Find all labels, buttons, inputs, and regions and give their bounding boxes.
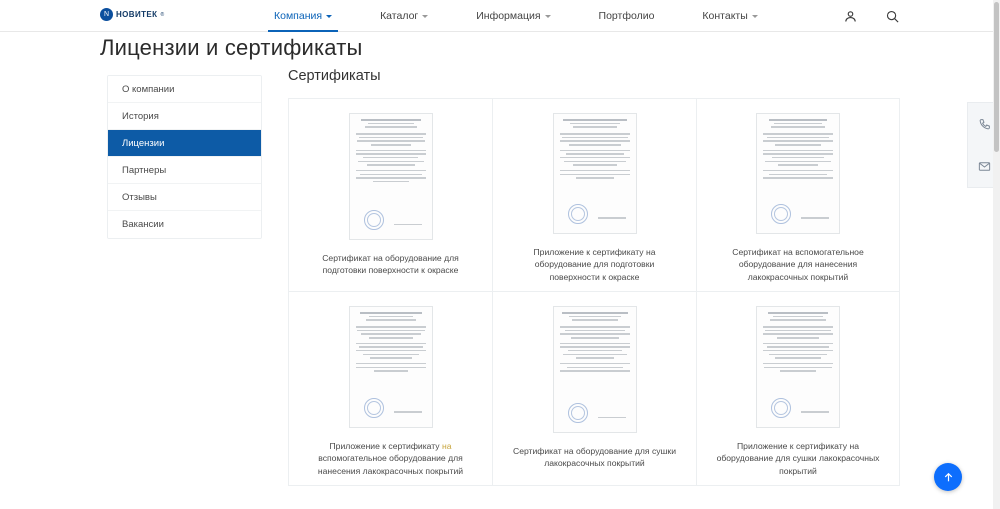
nav-item-portfolio[interactable]	[575, 0, 679, 32]
certificate-card[interactable]	[288, 292, 492, 486]
certificate-thumbnail[interactable]	[349, 113, 433, 240]
nav-item-label: Информация	[476, 10, 541, 22]
sidebar-item-reviews[interactable]	[108, 184, 261, 211]
chevron-down-icon	[752, 15, 758, 18]
certificate-card[interactable]	[288, 98, 492, 292]
sidebar-item-label: Партнеры	[122, 164, 167, 176]
nav-item-label: Портфолио	[598, 10, 655, 22]
user-icon[interactable]	[842, 8, 858, 24]
site-header	[0, 0, 1000, 32]
main-content	[288, 68, 900, 486]
certificates-grid	[288, 98, 900, 486]
sidebar-item-about[interactable]	[108, 76, 261, 103]
nav-item-information[interactable]	[452, 0, 574, 32]
logo-mark-icon: N	[100, 8, 113, 21]
main-navigation	[250, 0, 782, 32]
sidebar-item-label: Вакансии	[122, 219, 164, 230]
certificate-card[interactable]	[492, 292, 696, 486]
search-icon[interactable]	[884, 8, 900, 24]
nav-item-contacts[interactable]	[678, 0, 781, 32]
sidebar-item-vacancies[interactable]	[108, 211, 261, 238]
certificate-thumbnail[interactable]	[756, 113, 840, 234]
certificate-label-part: вспомогательное оборудование для нанесения лакокрасочных покрытий	[317, 453, 464, 476]
certificate-thumbnail[interactable]	[553, 306, 637, 433]
chevron-down-icon	[545, 15, 551, 18]
certificate-label-highlight: на	[441, 440, 452, 451]
certificate-label: Сертификат на оборудование для подготовки поверхности к окраске	[322, 253, 459, 276]
nav-item-catalog[interactable]	[356, 0, 452, 32]
certificate-label-part: Приложение к сертификату	[329, 440, 442, 451]
certificate-thumbnail[interactable]	[349, 306, 433, 428]
nav-item-label: Каталог	[380, 10, 419, 22]
certificate-thumbnail[interactable]	[756, 306, 840, 428]
scrollbar-thumb[interactable]	[994, 2, 999, 152]
header-icon-group	[842, 0, 900, 32]
sidebar-item-label: Лицензии	[122, 137, 165, 149]
nav-item-company[interactable]	[250, 0, 356, 32]
section-title: Сертификаты	[288, 68, 381, 84]
phone-icon[interactable]	[976, 116, 992, 132]
sidebar-item-history[interactable]	[108, 103, 261, 130]
page-title: Лицензии и сертификаты	[100, 35, 363, 60]
chevron-down-icon	[326, 15, 332, 18]
logo-text: НОВИТЕК	[116, 10, 158, 19]
certificate-label: Приложение к сертификату на оборудование для подготовки поверхности к окраске	[533, 246, 656, 282]
section-sidebar	[107, 75, 262, 239]
site-logo[interactable]	[100, 8, 164, 21]
nav-item-label: Компания	[274, 10, 323, 22]
arrow-up-icon	[942, 471, 955, 484]
certificate-label	[307, 440, 475, 477]
certificate-card[interactable]	[492, 98, 696, 292]
certificate-label: Сертификат на вспомогательное оборудование для нанесения лакокрасочных покрытий	[732, 246, 864, 282]
certificate-card[interactable]	[696, 98, 900, 292]
sidebar-item-label: История	[122, 110, 159, 122]
sidebar-item-label: О компании	[122, 83, 175, 95]
chevron-down-icon	[422, 15, 428, 18]
certificate-label: Сертификат на оборудование для сушки лакокрасочных покрытий	[512, 446, 676, 469]
mail-icon[interactable]	[976, 158, 992, 174]
logo-registered-mark: ®	[160, 11, 165, 18]
sidebar-item-licenses[interactable]	[108, 130, 261, 157]
certificate-label: Приложение к сертификату на оборудование для сушки лакокрасочных покрытий	[716, 440, 880, 476]
certificate-thumbnail[interactable]	[553, 113, 637, 234]
certificate-card[interactable]	[696, 292, 900, 486]
nav-item-label: Контакты	[702, 10, 748, 22]
sidebar-item-label: Отзывы	[122, 191, 157, 203]
page-scrollbar[interactable]	[993, 0, 1000, 509]
sidebar-item-partners[interactable]	[108, 157, 261, 184]
scroll-to-top-button[interactable]	[934, 463, 962, 491]
